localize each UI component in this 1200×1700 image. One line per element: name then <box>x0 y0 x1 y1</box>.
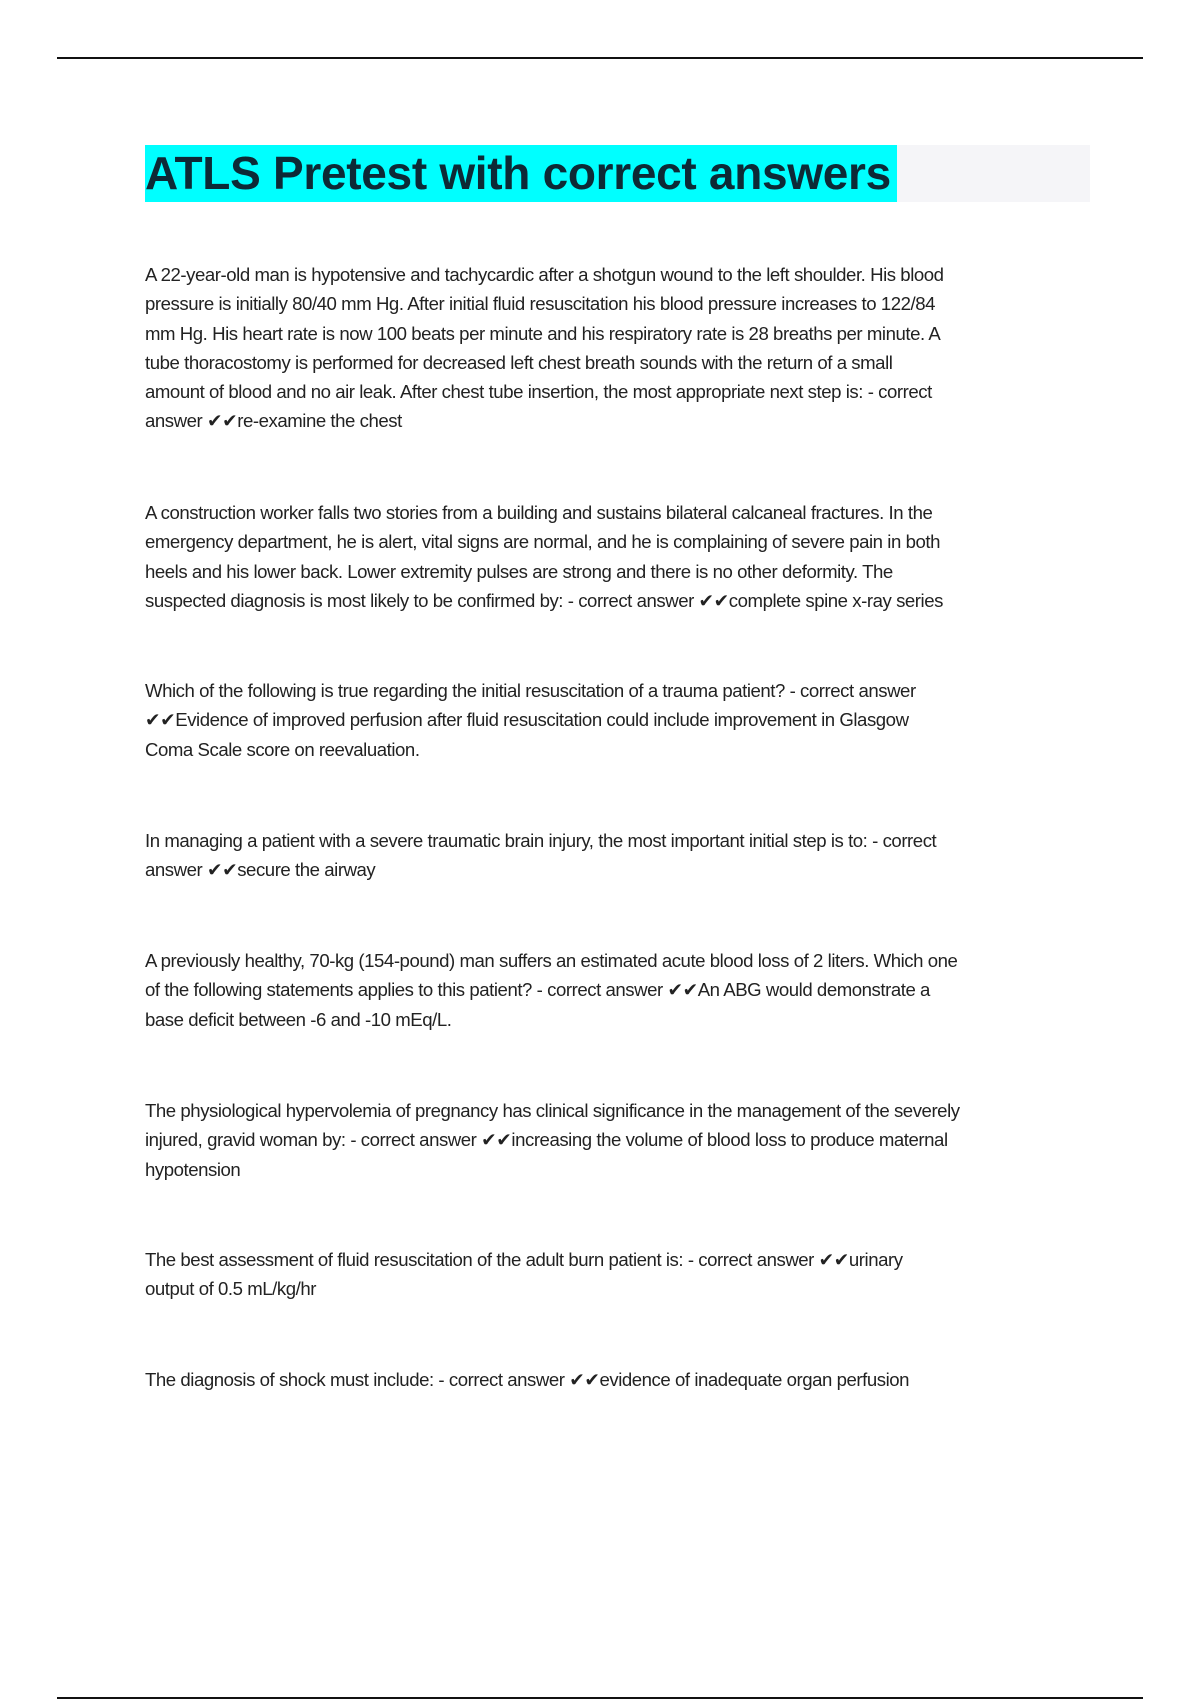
text-line: The best assessment of fluid resuscitation of the adult burn patient is: - correct answer ✔✔urinary <box>145 1249 903 1270</box>
header-rule <box>57 57 1143 59</box>
page-title: ATLS Pretest with correct answers <box>145 145 897 202</box>
text-line: A construction worker falls two stories from a building and sustains bilateral calcaneal fractures. In the <box>145 502 933 523</box>
question-answer-item <box>145 826 1105 885</box>
question-answer-item <box>145 1096 1105 1184</box>
text-line: amount of blood and no air leak. After chest tube insertion, the most appropriate next step is: - correct <box>145 381 932 403</box>
text-line: mm Hg. His heart rate is now 100 beats per minute and his respiratory rate is 28 breaths per minute. A <box>145 322 941 344</box>
footer-rule <box>57 1697 1143 1699</box>
text-line: injured, gravid woman by: - correct answer ✔✔increasing the volume of blood loss to produce maternal <box>145 1129 948 1151</box>
text-line: Coma Scale score on reevaluation. <box>145 738 420 760</box>
text-line: The physiological hypervolemia of pregnancy has clinical significance in the management of the severely <box>145 1100 960 1121</box>
question-answer-item <box>145 498 1105 615</box>
text-line: answer ✔✔secure the airway <box>145 859 376 881</box>
text-line: of the following statements applies to this patient? - correct answer ✔✔An ABG would demonstrate a <box>145 979 930 1001</box>
text-line: Which of the following is true regarding the initial resuscitation of a trauma patient? - correct answer <box>145 680 916 701</box>
text-line: A 22-year-old man is hypotensive and tachycardic after a shotgun wound to the left shoulder. His blood <box>145 264 944 285</box>
question-answer-item <box>145 1365 1105 1394</box>
text-line: answer ✔✔re-examine the chest <box>145 410 402 432</box>
question-answer-item <box>145 1245 1105 1304</box>
text-line: output of 0.5 mL/kg/hr <box>145 1278 316 1300</box>
text-line: ✔✔Evidence of improved perfusion after fluid resuscitation could include improvement in Glasgow <box>145 709 909 731</box>
text-line: heels and his lower back. Lower extremity pulses are strong and there is no other deformity. The <box>145 560 893 582</box>
title-band <box>145 145 1090 202</box>
text-line: suspected diagnosis is most likely to be confirmed by: - correct answer ✔✔complete spine x-ray series <box>145 589 943 611</box>
text-line: base deficit between -6 and -10 mEq/L. <box>145 1008 452 1030</box>
text-line: hypotension <box>145 1158 241 1180</box>
text-line: The diagnosis of shock must include: - correct answer ✔✔evidence of inadequate organ perfusion <box>145 1369 910 1390</box>
text-line: A previously healthy, 70-kg (154-pound) man suffers an estimated acute blood loss of 2 liters. Which one <box>145 950 958 971</box>
question-answer-item <box>145 676 1105 764</box>
text-line: emergency department, he is alert, vital signs are normal, and he is complaining of severe pain in both <box>145 531 940 553</box>
question-answer-item <box>145 946 1105 1034</box>
text-line: In managing a patient with a severe traumatic brain injury, the most important initial step is to: - correct <box>145 830 937 851</box>
text-line: pressure is initially 80/40 mm Hg. After initial fluid resuscitation his blood pressure increases to 122/84 <box>145 293 936 315</box>
question-answer-item <box>145 260 1105 436</box>
text-line: tube thoracostomy is performed for decreased left chest breath sounds with the return of a small <box>145 351 893 373</box>
